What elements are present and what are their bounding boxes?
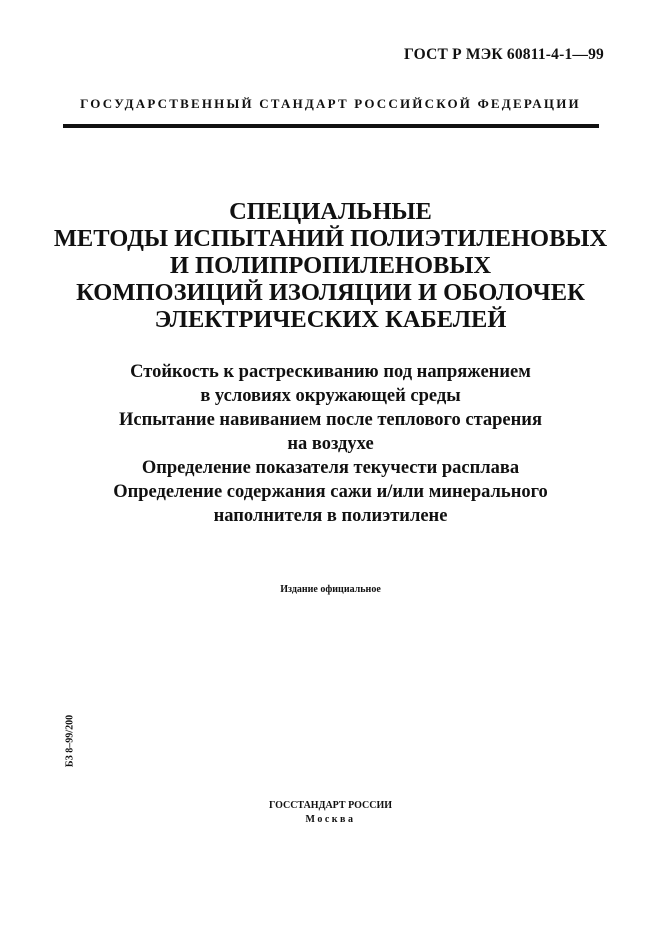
publisher-city: Москва [305, 814, 356, 825]
subtitle-line: Определение показателя текучести расплава [141, 458, 520, 478]
subtitle-line: наполнителя в полиэтилене [213, 506, 448, 526]
header-divider [63, 124, 599, 128]
publisher-block [0, 799, 661, 827]
side-catalog-code: БЗ 8–99/200 [64, 714, 76, 768]
subtitle-line: Определение содержания сажи и/или минерального [113, 482, 548, 502]
edition-note: Издание официальное [280, 584, 381, 595]
title-line: МЕТОДЫ ИСПЫТАНИЙ ПОЛИЭТИЛЕНОВЫХ [53, 225, 608, 252]
subtitle-line: Испытание навиванием после теплового старения [119, 410, 542, 430]
subtitle-line: в условиях окружающей среды [200, 386, 461, 406]
state-standard-heading: ГОСУДАРСТВЕННЫЙ СТАНДАРТ РОССИЙСКОЙ ФЕДЕРАЦИИ [80, 96, 581, 111]
title-line: СПЕЦИАЛЬНЫЕ [229, 198, 432, 225]
document-number: ГОСТ Р МЭК 60811-4-1—99 [403, 46, 604, 63]
publisher-name: ГОССТАНДАРТ РОССИИ [268, 800, 393, 811]
subtitle-line: на воздухе [287, 434, 374, 454]
title-line: ЭЛЕКТРИЧЕСКИХ КАБЕЛЕЙ [154, 306, 507, 333]
subtitle-block [0, 360, 661, 528]
main-title [0, 198, 661, 333]
subtitle-line: Стойкость к растрескиванию под напряжением [130, 362, 531, 382]
title-line: И ПОЛИПРОПИЛЕНОВЫХ [169, 252, 492, 279]
title-line: КОМПОЗИЦИЙ ИЗОЛЯЦИИ И ОБОЛОЧЕК [76, 279, 585, 306]
